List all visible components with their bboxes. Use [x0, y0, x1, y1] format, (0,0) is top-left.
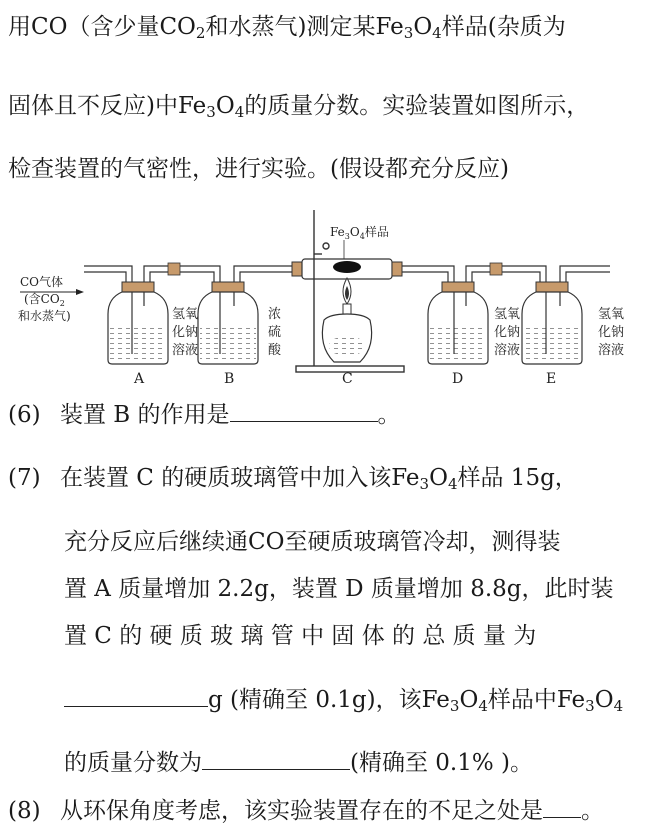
question-text: O — [459, 687, 479, 713]
label-a: A — [134, 371, 145, 387]
intro-text: 样品(杂质为 — [441, 14, 566, 40]
reagent-label-a: 氢氧 化钠 溶液 — [172, 307, 199, 358]
bottle-a — [108, 282, 168, 364]
gas-label-1: CO气体 — [20, 275, 64, 289]
arrow-head-icon — [76, 289, 84, 295]
intro-text: 用CO（含少量CO — [8, 14, 196, 40]
question-text: g (精确至 0.1g)，该Fe — [208, 687, 450, 713]
question-text: 。 — [377, 402, 401, 428]
question-7-line-4: 置 C 的 硬 质 玻 璃 管 中 固 体 的 总 质 量 为 — [64, 623, 537, 649]
alcohol-lamp — [322, 278, 371, 362]
question-text: 从环保角度考虑，该实验装置存在的不足之处是 — [60, 798, 543, 824]
answer-blank[interactable] — [230, 421, 378, 422]
label-c: C — [342, 371, 353, 387]
question-7-line-1 — [8, 463, 578, 493]
label-e: E — [546, 371, 557, 387]
mass-answer-blank[interactable] — [64, 706, 208, 707]
question-text: 的质量分数为 — [64, 750, 202, 776]
bottle-b — [198, 282, 258, 364]
intro-text: 固体且不反应)中Fe — [8, 93, 207, 119]
bottle-e — [522, 282, 582, 364]
label-d: D — [452, 371, 464, 387]
label-b: B — [224, 371, 235, 387]
percent-answer-blank[interactable] — [202, 769, 350, 770]
question-text: O — [594, 687, 614, 713]
subscript: 3 — [449, 697, 460, 715]
gas-label-3: 和水蒸气) — [18, 309, 71, 323]
question-text: 样品 15g， — [457, 465, 578, 491]
question-6 — [8, 400, 401, 430]
intro-line-2 — [8, 91, 589, 121]
intro-text: O — [413, 14, 433, 40]
subscript: 4 — [613, 697, 624, 715]
hard-glass-tube — [292, 259, 402, 279]
rubber-joint — [490, 263, 502, 275]
question-text: 装置 B 的作用是 — [60, 402, 230, 428]
bottle-d — [428, 282, 488, 364]
rubber-joint — [168, 263, 180, 275]
question-number: (8) — [8, 798, 41, 824]
apparatus-diagram — [14, 196, 644, 388]
intro-line-1 — [8, 12, 566, 42]
question-7-line-3: 置 A 质量增加 2.2g，装置 D 质量增加 8.8g，此时装 — [64, 576, 614, 602]
intro-text: 的质量分数。实验装置如图所示， — [244, 93, 590, 119]
reagent-label-b: 浓 硫 酸 — [268, 307, 282, 358]
subscript: 4 — [478, 697, 488, 715]
question-number: (6) — [8, 402, 41, 428]
intro-text: O — [215, 93, 235, 119]
subscript: 4 — [432, 24, 442, 42]
question-7-line-2: 充分反应后继续通CO至硬质玻璃管冷却，测得装 — [64, 529, 561, 555]
question-text: O — [429, 465, 448, 491]
subscript: 4 — [234, 103, 245, 121]
reagent-label-e: 氢氧 化钠 溶液 — [598, 307, 625, 358]
subscript: 3 — [403, 24, 414, 42]
question-number: (7) — [8, 465, 41, 491]
question-8 — [8, 796, 604, 826]
intro-line-3: 检查装置的气密性，进行实验。(假设都充分反应) — [8, 156, 509, 182]
reagent-label-d: 氢氧 化钠 溶液 — [494, 307, 521, 358]
question-7-line-5 — [64, 685, 623, 715]
question-text: 在装置 C 的硬质玻璃管中加入该Fe — [60, 465, 420, 491]
subscript: 4 — [447, 475, 458, 493]
subscript: 3 — [585, 697, 595, 715]
answer-blank[interactable] — [543, 817, 581, 818]
subscript: 3 — [419, 475, 430, 493]
question-7-line-6 — [64, 748, 533, 778]
gas-label-2: (含$CO_2$ — [24, 292, 65, 308]
subscript: 2 — [195, 24, 206, 42]
sample-label: $Fe_3O_4$样品 — [330, 225, 389, 241]
question-text: 。 — [581, 798, 604, 824]
question-text: (精确至 0.1% )。 — [350, 750, 534, 776]
intro-text: 和水蒸气)测定某Fe — [205, 14, 404, 40]
question-text: 样品中Fe — [487, 687, 586, 713]
subscript: 3 — [206, 103, 216, 121]
